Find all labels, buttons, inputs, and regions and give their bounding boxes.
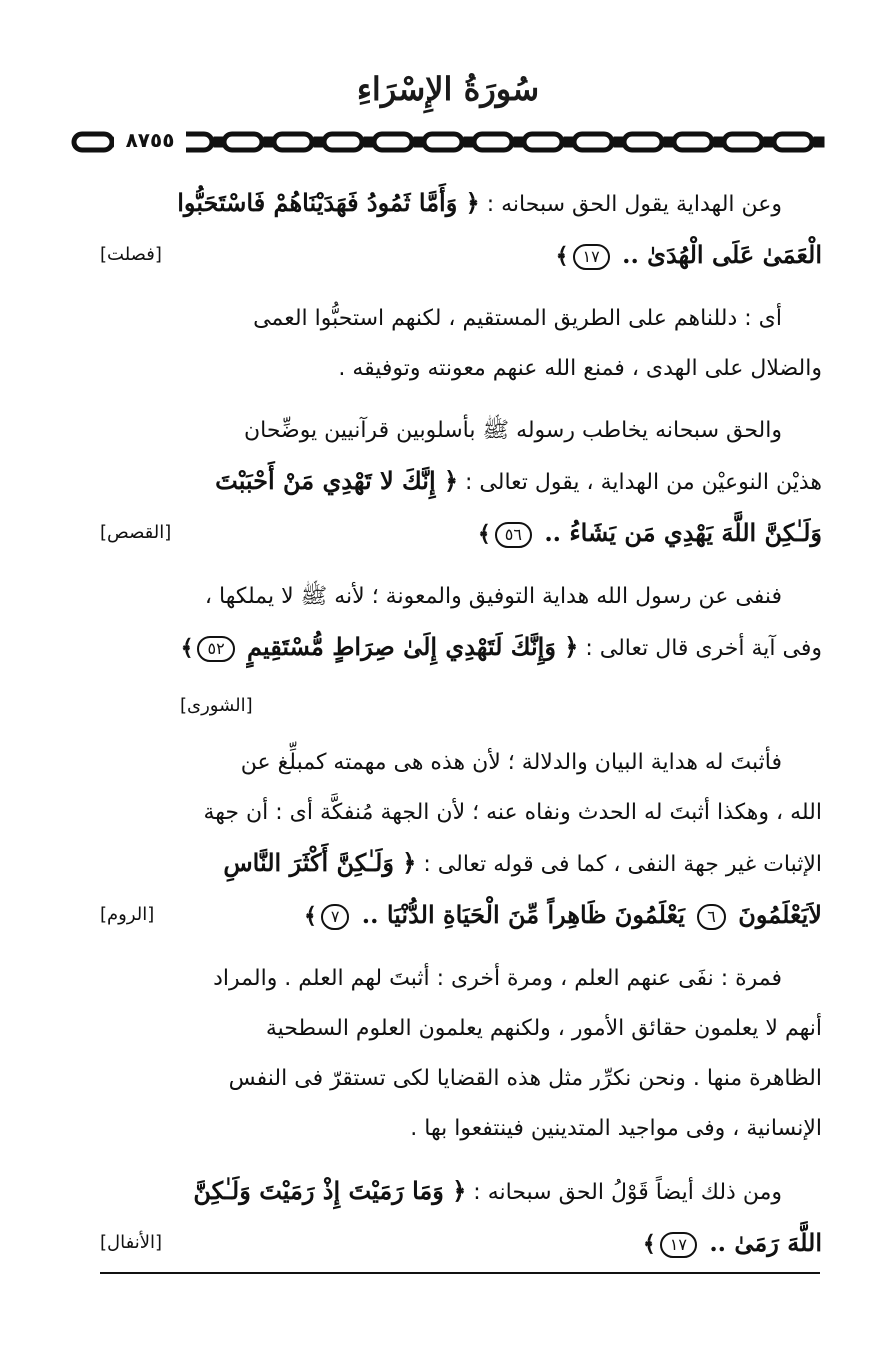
paragraph [100, 406, 822, 560]
quran-verse: وَلَـٰكِنَّ اللَّهَ يَهْدِي مَن يَشَاءُ .. [535, 518, 822, 547]
line-text: فأثبتَ له هداية البيان والدلالة ؛ لأن هذه هى مهمته كمبلِّغ عن [240, 750, 782, 775]
text-line [100, 406, 822, 456]
verse-close-bracket: ﴾ [477, 522, 491, 547]
paragraph [100, 178, 822, 282]
text-line [100, 1104, 822, 1154]
ayah-number: ٥٦ [495, 522, 532, 548]
line-text: الله ، وهكذا أثبتَ له الحدث ونفاه عنه ؛ لأن الجهة مُنفكَّة أى : أن جهة [203, 800, 822, 825]
text-line [100, 572, 822, 622]
chain-dot [466, 139, 472, 145]
chain-link [474, 134, 512, 150]
surah-reference: [الشورى] [180, 695, 253, 716]
quran-verse: ﴿ وَمَا رَمَيْتَ إِذْ رَمَيْتَ وَلَـٰكِنَّ [193, 1176, 467, 1205]
text-line [100, 230, 822, 282]
line-text: والحق سبحانه يخاطب رسوله ﷺ بأسلوبين قرآنيين يوضِّحان [243, 418, 782, 443]
quran-verse: الْعَمَىٰ عَلَى الْهُدَىٰ .. [613, 240, 822, 269]
page-number: ٨٧٥٥ [114, 126, 186, 154]
chain-link [324, 134, 362, 150]
chain-link [424, 134, 462, 150]
chain-link [524, 134, 562, 150]
chain-link [274, 134, 312, 150]
text-line [100, 1054, 822, 1104]
chain-dot [366, 139, 372, 145]
line-text: هذيْن النوعيْن من الهداية ، يقول تعالى : [458, 470, 822, 495]
paragraph [100, 738, 822, 942]
verse-close-bracket: ﴾ [555, 244, 569, 269]
chain-dot [816, 139, 822, 145]
surah-reference: [الروم] [100, 904, 155, 925]
chain-link [224, 134, 262, 150]
line-text: الظاهرة منها . ونحن نكرِّر مثل هذه القضايا لكى تستقرّ فى النفس [228, 1066, 822, 1091]
chain-link [774, 134, 812, 150]
text-line [100, 890, 822, 942]
paragraph [100, 1166, 822, 1270]
text-line [100, 788, 822, 838]
chain-link [574, 134, 612, 150]
quran-verse: اللَّهَ رَمَىٰ .. [700, 1228, 822, 1257]
chain-dot [266, 139, 272, 145]
text-line [100, 838, 822, 890]
paragraph [100, 954, 822, 1154]
surah-reference: [الأنفال] [100, 1232, 162, 1253]
chain-dot [316, 139, 322, 145]
chain-dot [416, 139, 422, 145]
footer-rule [100, 1272, 820, 1274]
chain-dot [666, 139, 672, 145]
line-text: ومن ذلك أيضاً قَوْلُ الحق سبحانه : [466, 1180, 782, 1205]
text-line [100, 1004, 822, 1054]
text-line [100, 738, 822, 788]
text-line [100, 1218, 822, 1270]
chain-dot [716, 139, 722, 145]
surah-reference: [فصلت] [100, 244, 162, 265]
quran-verse: ﴿ وَإِنَّكَ لَتَهْدِي إِلَىٰ صِرَاطٍ مُّسْتَقِيمٍ [238, 632, 579, 661]
quran-verse: لاَيَعْلَمُونَ [729, 900, 822, 929]
paragraph [100, 294, 822, 394]
paragraph [100, 572, 822, 674]
line-text: الإنسانية ، وفى مواجيد المتدينين فينتفعوا بها . [410, 1116, 822, 1141]
text-line [100, 456, 822, 508]
ayah-number: ١٧ [660, 1232, 697, 1258]
ayah-number: ٧ [321, 904, 350, 930]
surah-title: سُورَةُ الإِسْرَاءِ [356, 70, 540, 108]
quran-verse: ﴿ إِنَّكَ لا تَهْدِي مَنْ أَحْبَبْتَ [215, 466, 459, 495]
text-line [100, 508, 822, 560]
text-line [100, 178, 822, 230]
chain-link [624, 134, 662, 150]
ayah-number: ٦ [697, 904, 726, 930]
chain-dot [216, 139, 222, 145]
line-text: الإثبات غير جهة النفى ، كما فى قوله تعالى : [416, 852, 822, 877]
text-line [100, 622, 822, 674]
quran-verse: ﴿ وَأَمَّا ثَمُودُ فَهَدَيْنَاهُمْ فَاسْتَحَبُّوا [177, 188, 480, 217]
line-text: فمرة : نفَى عنهم العلم ، ومرة أخرى : أثبتَ لهم العلم . والمراد [213, 966, 782, 991]
chain-link [674, 134, 712, 150]
text-line [100, 954, 822, 1004]
ayah-number: ١٧ [573, 244, 610, 270]
text-line [100, 1166, 822, 1218]
line-text: وعن الهداية يقول الحق سبحانه : [479, 192, 782, 217]
chain-dot [566, 139, 572, 145]
ayah-number: ٥٢ [197, 636, 234, 662]
line-text: فنفى عن رسول الله هداية التوفيق والمعونة ؛ لأنه ﷺ لا يملكها ، [204, 584, 782, 609]
line-text: والضلال على الهدى ، فمنع الله عنهم معونته وتوفيقه . [338, 356, 822, 381]
chain-dot [516, 139, 522, 145]
surah-reference: [القصص] [100, 522, 172, 543]
chain-link [74, 134, 112, 150]
line-text: أنهم لا يعلمون حقائق الأمور ، ولكنهم يعلمون العلوم السطحية [265, 1016, 822, 1041]
quran-verse: يَعْلَمُونَ ظَاهِراً مِّنَ الْحَيَاةِ الدُّنْيَا .. [353, 900, 694, 929]
chain-dot [616, 139, 622, 145]
text-line [100, 344, 822, 394]
chain-dot [766, 139, 772, 145]
text-line [100, 294, 822, 344]
chain-link [374, 134, 412, 150]
verse-close-bracket: ﴾ [642, 1232, 656, 1257]
chain-link [724, 134, 762, 150]
verse-close-bracket: ﴾ [180, 636, 194, 661]
quran-verse: ﴿ وَلَـٰكِنَّ أَكْثَرَ النَّاسِ [223, 848, 417, 877]
verse-close-bracket: ﴾ [303, 904, 317, 929]
line-text: أى : دللناهم على الطريق المستقيم ، لكنهم استحبُّوا العمى [253, 306, 782, 331]
line-text: وفى آية أخرى قال تعالى : [578, 636, 822, 661]
body-text [100, 178, 822, 1282]
